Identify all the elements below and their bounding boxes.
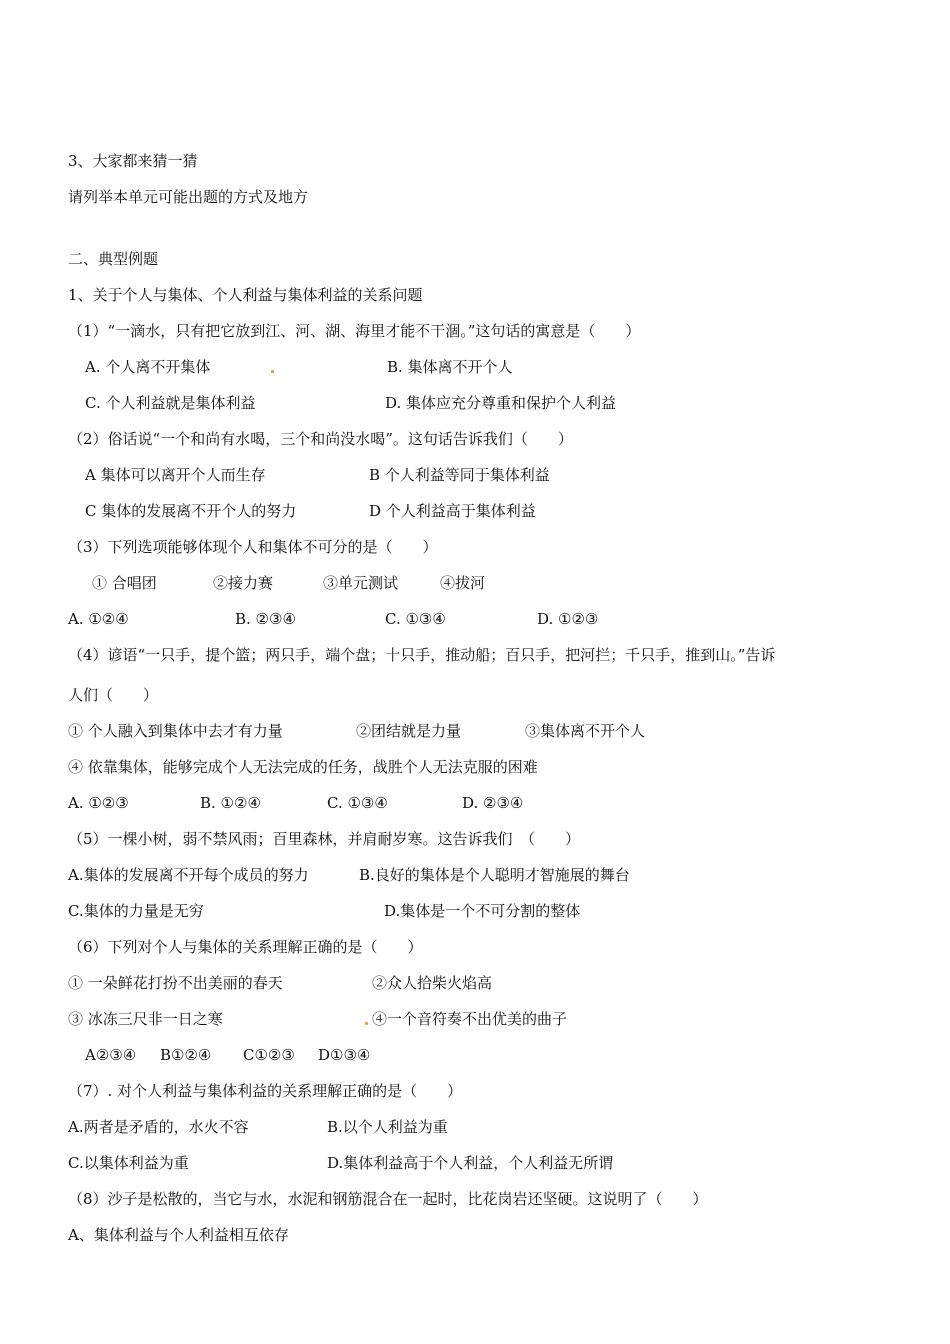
q3-item-2: ②接力赛 xyxy=(213,574,274,592)
q3-option-b: B. ②③④ xyxy=(235,610,296,628)
q3-option-d: D. ①②③ xyxy=(537,610,599,628)
q3-option-a: A. ①②④ xyxy=(68,610,129,628)
q6-option-c: C①②③ xyxy=(243,1046,295,1064)
q5-option-c: C.集体的力量是无穷 xyxy=(68,902,204,920)
stray-dot-mark xyxy=(365,1022,368,1025)
q7-option-c: C.以集体利益为重 xyxy=(68,1154,189,1172)
q4-option-a: A. ①②③ xyxy=(68,794,129,812)
q5-option-d: D.集体是一个不可分割的整体 xyxy=(384,902,581,920)
q1-option-b: B. 集体离不开个人 xyxy=(387,358,513,376)
q8-option-a: A、集体利益与个人利益相互依存 xyxy=(68,1226,289,1244)
q6-option-d: D①③④ xyxy=(318,1046,371,1064)
q1-stem: （1）“一滴水，只有把它放到江、河、湖、海里才能不干涸。”这句话的寓意是（ ） xyxy=(68,322,641,340)
q2-option-c: C 集体的发展离不开个人的努力 xyxy=(85,502,297,520)
q4-item-1: ① 个人融入到集体中去才有力量 xyxy=(68,722,283,740)
q7-option-d: D.集体利益高于个人利益，个人利益无所谓 xyxy=(327,1154,614,1172)
q4-item-3: ③集体离不开个人 xyxy=(525,722,646,740)
q3-item-4: ④拔河 xyxy=(440,574,486,592)
topic-heading: 1、关于个人与集体、个人利益与集体利益的关系问题 xyxy=(68,286,423,304)
q4-stem-line2: 人们（ ） xyxy=(68,686,159,704)
q3-item-1: ① 合唱团 xyxy=(92,574,157,592)
q3-item-3: ③单元测试 xyxy=(323,574,399,592)
q5-stem: （5）一棵小树，弱不禁风雨；百里森林，并肩耐岁寒。这告诉我们 （ ） xyxy=(68,830,581,848)
q6-option-b: B①②④ xyxy=(160,1046,212,1064)
q1-option-c: C. 个人利益就是集体利益 xyxy=(85,394,256,412)
q3-option-c: C. ①③④ xyxy=(385,610,446,628)
q6-stem: （6）下列对个人与集体的关系理解正确的是（ ） xyxy=(68,938,423,956)
q6-item-1: ① 一朵鲜花打扮不出美丽的春天 xyxy=(68,974,283,992)
q2-option-a: A 集体可以离开个人而生存 xyxy=(85,466,266,484)
q4-item-4: ④ 依靠集体，能够完成个人无法完成的任务，战胜个人无法克服的困难 xyxy=(68,758,538,776)
q1-option-d: D. 集体应充分尊重和保护个人利益 xyxy=(385,394,617,412)
q1-option-a: A. 个人离不开集体 xyxy=(85,358,211,376)
q4-option-b: B. ①②④ xyxy=(200,794,261,812)
q7-stem: （7）. 对个人利益与集体利益的关系理解正确的是（ ） xyxy=(68,1082,463,1100)
q4-option-d: D. ②③④ xyxy=(462,794,524,812)
q2-option-b: B 个人利益等同于集体利益 xyxy=(369,466,550,484)
q8-stem: （8）沙子是松散的，当它与水，水泥和钢筋混合在一起时，比花岗岩还坚硬。这说明了（ ） xyxy=(68,1190,708,1208)
section3-prompt: 请列举本单元可能出题的方式及地方 xyxy=(68,188,309,206)
q3-stem: （3）下列选项能够体现个人和集体不可分的是（ ） xyxy=(68,538,438,556)
stray-dot-mark xyxy=(271,370,274,373)
q4-item-2: ②团结就是力量 xyxy=(356,722,462,740)
section2-heading: 二、典型例题 xyxy=(68,250,159,268)
section3-heading: 3、大家都来猜一猜 xyxy=(68,152,198,170)
q7-option-a: A.两者是矛盾的，水火不容 xyxy=(68,1118,249,1136)
q6-item-3: ③ 冰冻三尺非一日之寒 xyxy=(68,1010,223,1028)
q2-option-d: D 个人利益高于集体利益 xyxy=(369,502,536,520)
q6-option-a: A②③④ xyxy=(85,1046,137,1064)
q5-option-b: B.良好的集体是个人聪明才智施展的舞台 xyxy=(359,866,630,884)
q6-item-2: ②众人拾柴火焰高 xyxy=(372,974,493,992)
q7-option-b: B.以个人利益为重 xyxy=(327,1118,448,1136)
q6-item-4: ④一个音符奏不出优美的曲子 xyxy=(372,1010,568,1028)
q2-stem: （2）俗话说“一个和尚有水喝，三个和尚没水喝”。这句话告诉我们（ ） xyxy=(68,430,573,448)
q4-option-c: C. ①③④ xyxy=(327,794,388,812)
q4-stem-line1: （4）谚语“一只手，提个篮；两只手，端个盘；十只手，推动船；百只手，把河拦；千只手，推到山。”告诉 xyxy=(68,646,776,664)
q5-option-a: A.集体的发展离不开每个成员的努力 xyxy=(68,866,309,884)
